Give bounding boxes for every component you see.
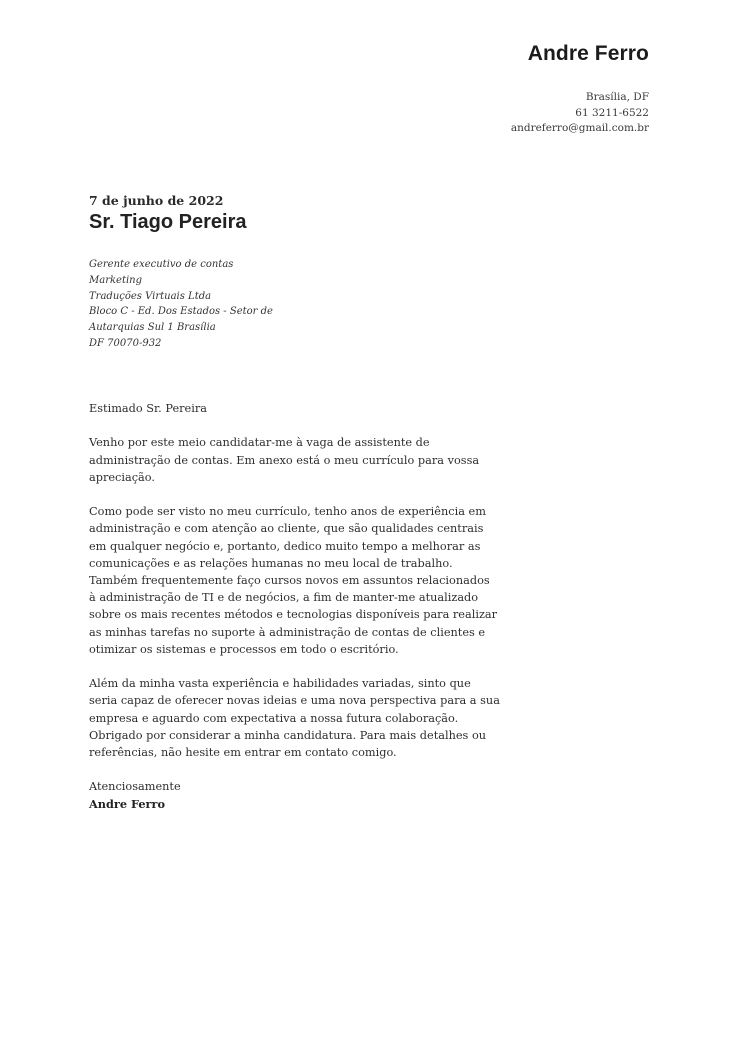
paragraph-line: as minhas tarefas no suporte à administração de contas de clientes e [89, 625, 486, 639]
paragraph-line: Venho por este meio candidatar-me à vaga de assistente de [89, 436, 430, 450]
paragraph-line: Também frequentemente faço cursos novos em assuntos relacionados [89, 574, 490, 587]
paragraph-line: administração de contas. Em anexo está o meu currículo para vossa [89, 453, 480, 467]
sender-city: Brasília, DF [585, 91, 649, 103]
paragraph-line: Obrigado por considerar a minha candidatura. Para mais detalhes ou [89, 728, 487, 742]
paragraph-line: administração e com atenção ao cliente, que são qualidades centrais [89, 522, 484, 536]
paragraph [89, 503, 498, 658]
paragraph-line: comunicações e as relações humanas no meu local de trabalho. [89, 556, 453, 570]
paragraph-line: Como pode ser visto no meu currículo, tenho anos de experiência em [89, 505, 486, 519]
recipient-address-line: Bloco C - Ed. Dos Estados - Setor de [89, 306, 273, 318]
sender-name: Andre Ferro [527, 42, 649, 65]
signature: Andre Ferro [89, 796, 165, 811]
salutation: Estimado Sr. Pereira [89, 402, 207, 415]
sender-phone: 61 3211-6522 [575, 106, 649, 119]
paragraph-line: em qualquer negócio e, portanto, dedico muito tempo a melhorar as [89, 539, 481, 553]
recipient-company: Traduções Virtuais Ltda [89, 290, 212, 302]
recipient-address [89, 257, 279, 352]
closing: Atenciosamente [89, 780, 181, 794]
letter-date: 7 de junho de 2022 [89, 193, 224, 208]
paragraph [89, 434, 480, 486]
paragraph-line: referências, não hesite em entrar em contato comigo. [89, 746, 397, 760]
paragraph-line: Além da minha vasta experiência e habilidades variadas, sinto que [89, 677, 471, 691]
letter-body [89, 400, 500, 813]
paragraph-line: à administração de TI e de negócios, a fim de manter-me atualizado [89, 591, 479, 605]
paragraph-line: apreciação. [89, 470, 155, 484]
recipient-name: Sr. Tiago Pereira [89, 211, 247, 233]
paragraph-line: empresa e aguardo com expectativa a nossa futura colaboração. [89, 711, 459, 725]
sender-contact [511, 90, 649, 137]
recipient-department: Marketing [89, 274, 143, 286]
recipient-address-line: Autarquias Sul 1 Brasília [89, 322, 216, 334]
recipient-address-line: DF 70070-932 [89, 337, 162, 349]
paragraph [89, 675, 500, 761]
recipient-title: Gerente executivo de contas [89, 259, 234, 270]
paragraph-line: seria capaz de oferecer novas ideias e uma nova perspectiva para a sua [89, 694, 500, 708]
sender-email: andreferro@gmail.com.br [510, 122, 649, 135]
paragraph-line: sobre os mais recentes métodos e tecnologias disponíveis para realizar [89, 608, 498, 622]
paragraph-line: otimizar os sistemas e processos em todo o escritório. [89, 642, 399, 656]
